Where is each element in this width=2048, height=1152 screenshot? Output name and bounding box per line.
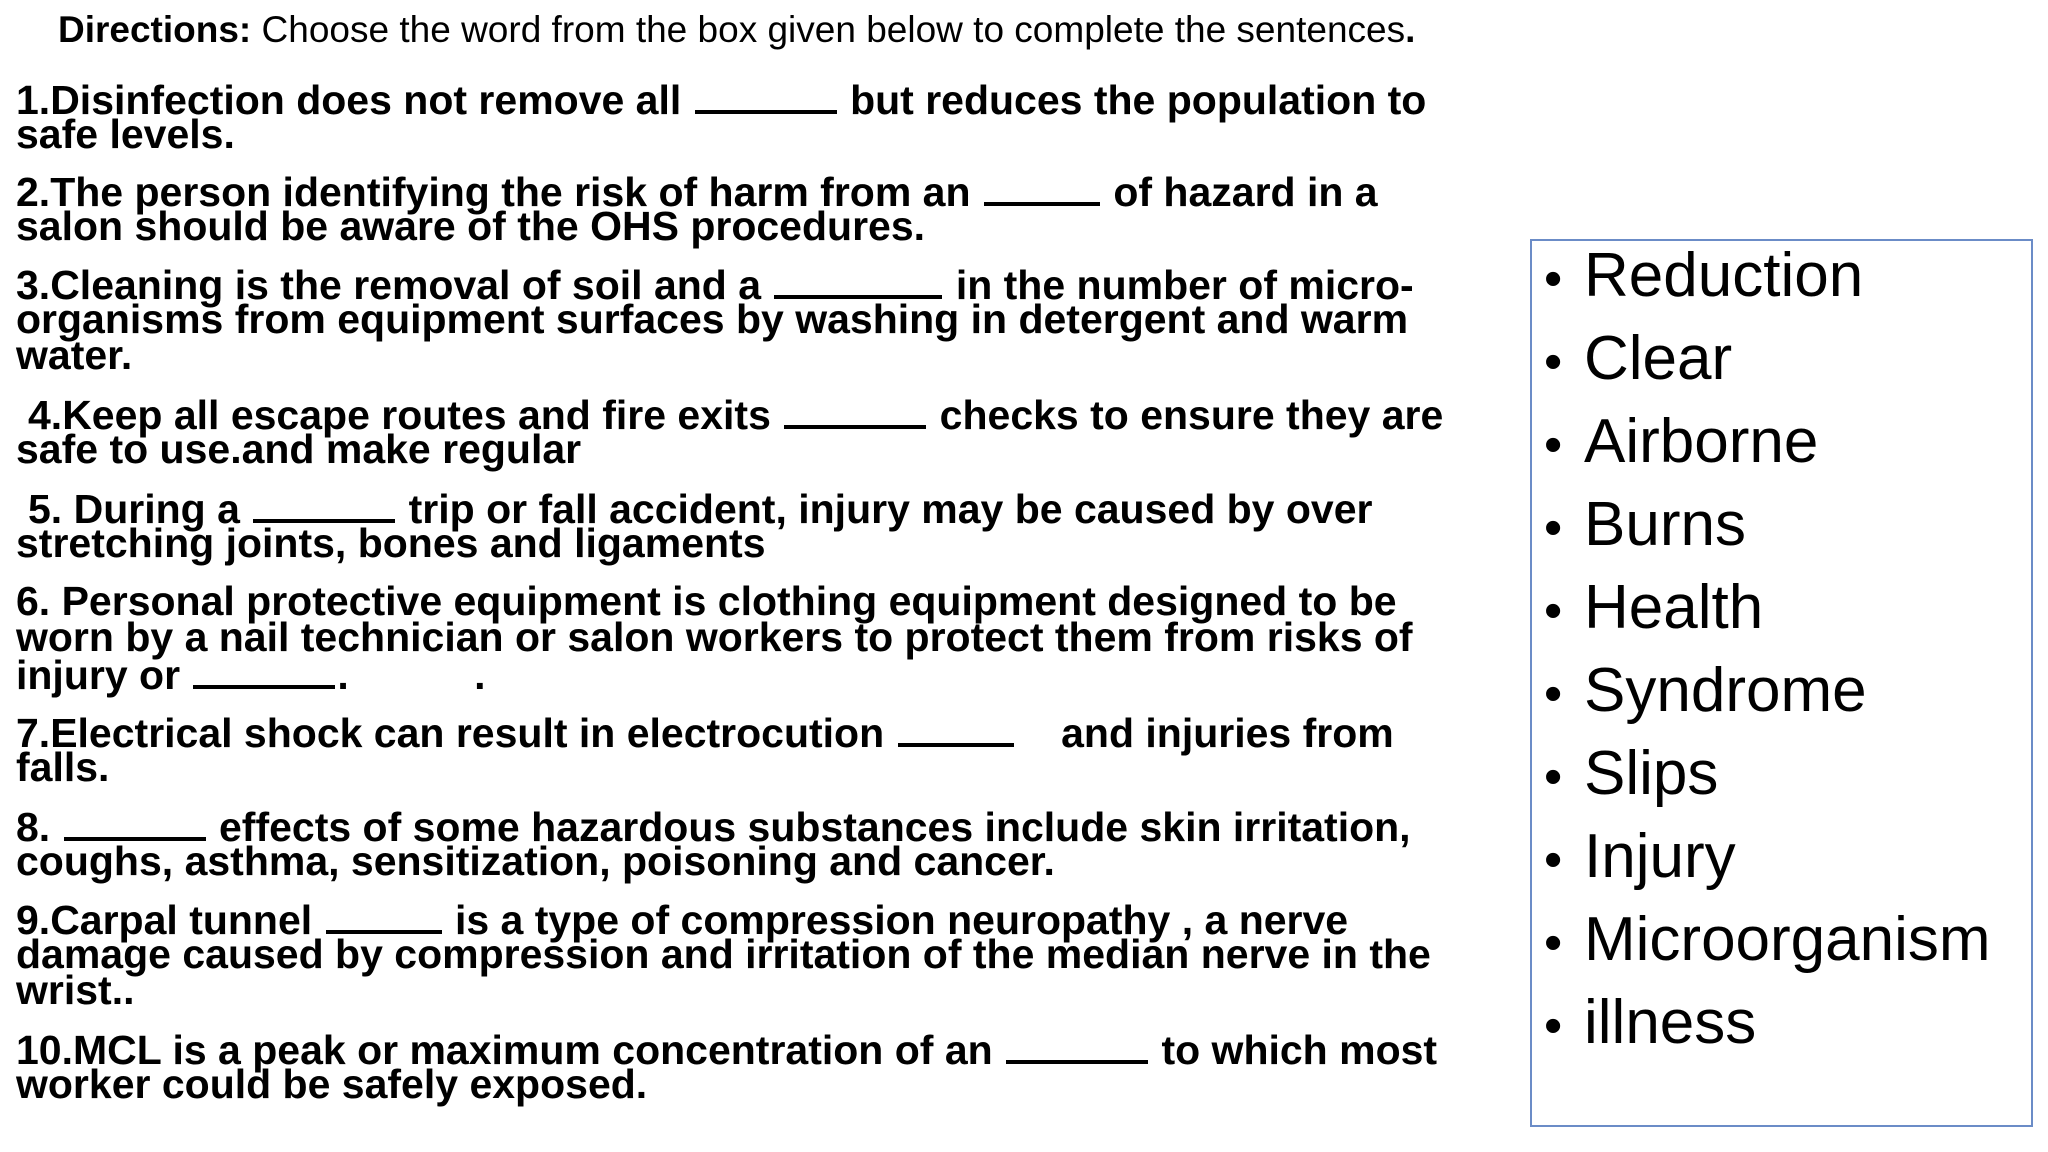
question-text: falls. [16, 744, 110, 790]
question-text: 4.Keep all escape routes and fire exits [28, 392, 783, 438]
question-text: of hazard in a [1101, 169, 1378, 215]
question-1 [16, 77, 1516, 157]
question-6 [16, 578, 1516, 698]
question-text: 8. [16, 804, 62, 850]
question-text: effects of some hazardous substances include skin irritation, [207, 804, 1411, 850]
question-text: injury or [16, 652, 192, 698]
word-label: Injury [1584, 822, 1736, 891]
question-text: organisms from equipment surfaces by washing in detergent and warm [16, 296, 1409, 342]
bullet-icon: • [1544, 665, 1563, 723]
question-text: but reduces the population to [838, 77, 1427, 123]
question-text: . . [337, 652, 486, 698]
bullet-icon: • [1544, 831, 1563, 889]
bullet-icon: • [1544, 250, 1563, 308]
question-text: 6. Personal protective equipment is clothing equipment designed to be [16, 578, 1397, 624]
word-bank-item [1544, 490, 1746, 563]
word-label: Syndrome [1584, 656, 1867, 725]
question-text: water. [16, 332, 133, 378]
question-text: trip or fall accident, injury may be caused by over [397, 486, 1373, 532]
question-text: and injuries from [1015, 710, 1394, 756]
word-label: Reduction [1584, 241, 1864, 310]
question-10 [16, 1027, 1516, 1107]
word-bank-item [1544, 988, 1756, 1061]
bullet-icon: • [1544, 997, 1563, 1055]
directions [58, 6, 1415, 54]
word-label: Airborne [1584, 407, 1819, 476]
question-4 [16, 392, 1516, 472]
answer-blank [784, 395, 926, 429]
question-text: checks to ensure they are [928, 392, 1444, 438]
word-label: Burns [1584, 490, 1746, 559]
answer-blank [64, 807, 206, 841]
directions-label: Directions: [58, 9, 252, 50]
word-bank-box [1530, 239, 2033, 1127]
question-text: 2.The person identifying the risk of harm from an [16, 169, 982, 215]
question-9 [16, 897, 1516, 1013]
question-text: safe to use.and make regular [16, 426, 582, 472]
word-bank-item [1544, 324, 1732, 397]
word-label: Health [1584, 573, 1764, 642]
word-bank-item [1544, 407, 1818, 480]
directions-period: . [1405, 9, 1416, 50]
question-text: coughs, asthma, sensitization, poisoning and cancer. [16, 838, 1055, 884]
question-text: to which most [1150, 1027, 1438, 1073]
directions-text: Choose the word from the box given below to complete the sentences [251, 9, 1406, 50]
answer-blank [695, 80, 837, 114]
word-bank-item [1544, 739, 1718, 812]
word-bank-item [1544, 241, 1863, 314]
bullet-icon: • [1544, 748, 1563, 806]
question-text: salon should be aware of the OHS procedures. [16, 203, 926, 249]
question-text: worker could be safely exposed. [16, 1061, 648, 1107]
question-text: 3.Cleaning is the removal of soil and a [16, 262, 773, 308]
question-text: is a type of compression neuropathy , a nerve [443, 897, 1349, 943]
question-8 [16, 804, 1516, 884]
word-label: illness [1584, 988, 1757, 1057]
question-text: 9.Carpal tunnel [16, 897, 324, 943]
answer-blank [193, 655, 335, 689]
bullet-icon: • [1544, 416, 1563, 474]
question-text: wrist.. [16, 967, 135, 1013]
answer-blank [774, 265, 942, 299]
question-text: stretching joints, bones and ligaments [16, 520, 766, 566]
bullet-icon: • [1544, 582, 1563, 640]
answer-blank [253, 489, 395, 523]
question-5 [16, 486, 1516, 566]
answer-blank [1006, 1030, 1148, 1064]
bullet-icon: • [1544, 914, 1563, 972]
word-label: Clear [1584, 324, 1733, 393]
question-text: damage caused by compression and irritation of the median nerve in the [16, 931, 1431, 977]
question-text: safe levels. [16, 111, 235, 157]
question-2 [16, 169, 1516, 249]
bullet-icon: • [1544, 333, 1563, 391]
answer-blank [326, 900, 442, 934]
question-text: 10.MCL is a peak or maximum concentration of an [16, 1027, 1005, 1073]
word-bank-item [1544, 573, 1763, 646]
question-7 [16, 710, 1516, 790]
question-text: 7.Electrical shock can result in electrocution [16, 710, 896, 756]
answer-blank [898, 713, 1014, 747]
question-text: worn by a nail technician or salon workers to protect them from risks of [16, 614, 1413, 660]
question-3 [16, 262, 1516, 378]
question-text: 5. During a [28, 486, 252, 532]
word-bank-item [1544, 656, 1867, 729]
word-label: Slips [1584, 739, 1719, 808]
question-text: 1.Disinfection does not remove all [16, 77, 693, 123]
question-text: in the number of micro- [944, 262, 1414, 308]
word-bank-item [1544, 822, 1736, 895]
word-label: Microorganism [1584, 905, 1991, 974]
answer-blank [984, 172, 1100, 206]
word-bank-item [1544, 905, 1991, 978]
bullet-icon: • [1544, 499, 1563, 557]
